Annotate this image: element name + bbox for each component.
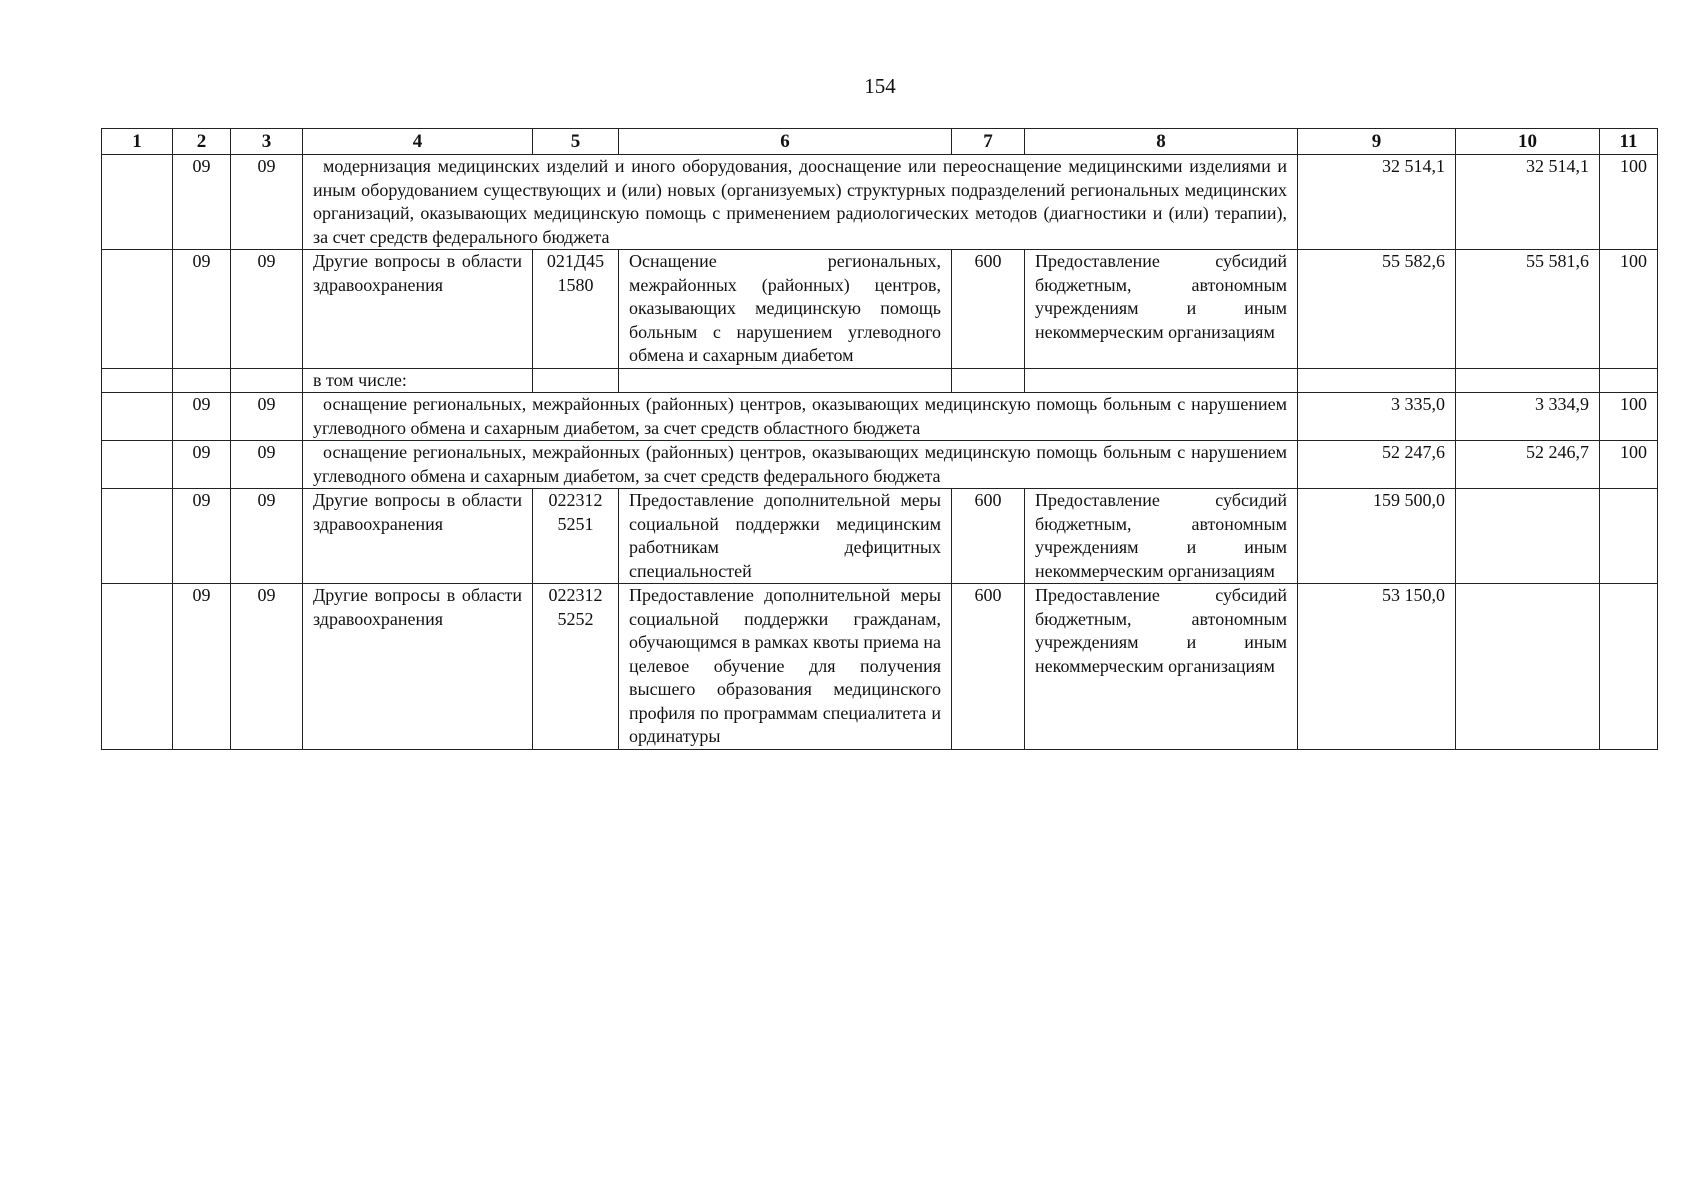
cell-description-merged: оснащение региональных, межрайонных (районных) центров, оказывающих медицинскую помощь больным с нарушением углеводного обмена и сахарным диабетом, за счет средств федерального бюджета xyxy=(303,441,1298,489)
header-cell: 3 xyxy=(231,129,303,155)
cell-subsection xyxy=(231,368,303,393)
cell-expense-name: Предоставление субсидий бюджетным, автономным учреждениям и иным некоммерческим организациям xyxy=(1025,250,1298,369)
cell-subsection: 09 xyxy=(231,441,303,489)
header-row xyxy=(102,129,1658,155)
cell-percent xyxy=(1600,368,1658,393)
budget-table xyxy=(101,128,1658,750)
cell-planned: 3 335,0 xyxy=(1298,393,1456,441)
cell-planned: 53 150,0 xyxy=(1298,584,1456,750)
cell-col1 xyxy=(102,441,173,489)
header-cell: 8 xyxy=(1025,129,1298,155)
cell-target-code xyxy=(533,368,619,393)
header-cell: 10 xyxy=(1456,129,1600,155)
cell-description-merged: оснащение региональных, межрайонных (районных) центров, оказывающих медицинскую помощь больным с нарушением углеводного обмена и сахарным диабетом, за счет средств областного бюджета xyxy=(303,393,1298,441)
table-row xyxy=(102,584,1658,750)
cell-executed xyxy=(1456,489,1600,584)
cell-section-name: Другие вопросы в области здравоохранения xyxy=(303,584,533,750)
cell-col1 xyxy=(102,393,173,441)
cell-section: 09 xyxy=(173,441,231,489)
header-cell: 9 xyxy=(1298,129,1456,155)
cell-target-name: Оснащение региональных, межрайонных (районных) центров, оказывающих медицинскую помощь больным с нарушением углеводного обмена и сахарным диабетом xyxy=(619,250,952,369)
cell-section: 09 xyxy=(173,489,231,584)
cell-executed xyxy=(1456,584,1600,750)
cell-expense-name: Предоставление субсидий бюджетным, автономным учреждениям и иным некоммерческим организациям xyxy=(1025,489,1298,584)
header-cell: 6 xyxy=(619,129,952,155)
table-row xyxy=(102,489,1658,584)
cell-section-name: Другие вопросы в области здравоохранения xyxy=(303,489,533,584)
cell-description-merged: модернизация медицинских изделий и иного оборудования, дооснащение или переоснащение медицинскими изделиями и иным оборудованием существующих и (или) новых (организуемых) структурных подразделений региональных медицинских организаций, оказывающих медицинскую помощь с применением радиологических методов (диагностики и (или) терапии), за счет средств федерального бюджета xyxy=(303,155,1298,250)
cell-section-name: в том числе: xyxy=(303,368,533,393)
cell-section xyxy=(173,368,231,393)
cell-col1 xyxy=(102,584,173,750)
cell-executed: 32 514,1 xyxy=(1456,155,1600,250)
cell-target-code: 022312 5251 xyxy=(533,489,619,584)
header-cell: 11 xyxy=(1600,129,1658,155)
cell-subsection: 09 xyxy=(231,155,303,250)
cell-expense-type: 600 xyxy=(952,584,1025,750)
table-row xyxy=(102,250,1658,369)
cell-col1 xyxy=(102,368,173,393)
header-cell: 5 xyxy=(533,129,619,155)
cell-expense-type: 600 xyxy=(952,250,1025,369)
header-cell: 7 xyxy=(952,129,1025,155)
page-number: 154 xyxy=(864,74,896,98)
cell-col1 xyxy=(102,489,173,584)
cell-section-name: Другие вопросы в области здравоохранения xyxy=(303,250,533,369)
cell-expense-name: Предоставление субсидий бюджетным, автономным учреждениям и иным некоммерческим организациям xyxy=(1025,584,1298,750)
cell-expense-type xyxy=(952,368,1025,393)
header-cell: 2 xyxy=(173,129,231,155)
cell-planned xyxy=(1298,368,1456,393)
cell-col1 xyxy=(102,155,173,250)
cell-section: 09 xyxy=(173,155,231,250)
cell-percent: 100 xyxy=(1600,393,1658,441)
cell-percent xyxy=(1600,584,1658,750)
cell-expense-type: 600 xyxy=(952,489,1025,584)
cell-expense-name xyxy=(1025,368,1298,393)
cell-section: 09 xyxy=(173,584,231,750)
header-cell: 4 xyxy=(303,129,533,155)
cell-executed xyxy=(1456,368,1600,393)
cell-target-name: Предоставление дополнительной меры социальной поддержки гражданам, обучающимся в рамках квоты приема на целевое обучение для получения высшего образования медицинского профиля по программам специалитета и ординатуры xyxy=(619,584,952,750)
cell-section: 09 xyxy=(173,250,231,369)
cell-percent: 100 xyxy=(1600,155,1658,250)
cell-target-code: 022312 5252 xyxy=(533,584,619,750)
cell-percent: 100 xyxy=(1600,441,1658,489)
table-row xyxy=(102,441,1658,489)
cell-executed: 3 334,9 xyxy=(1456,393,1600,441)
cell-percent xyxy=(1600,489,1658,584)
table-row xyxy=(102,155,1658,250)
cell-planned: 32 514,1 xyxy=(1298,155,1456,250)
table-row xyxy=(102,368,1658,393)
table-row xyxy=(102,393,1658,441)
cell-subsection: 09 xyxy=(231,250,303,369)
cell-executed: 52 246,7 xyxy=(1456,441,1600,489)
cell-subsection: 09 xyxy=(231,584,303,750)
cell-executed: 55 581,6 xyxy=(1456,250,1600,369)
cell-percent: 100 xyxy=(1600,250,1658,369)
cell-planned: 159 500,0 xyxy=(1298,489,1456,584)
cell-subsection: 09 xyxy=(231,489,303,584)
cell-section: 09 xyxy=(173,393,231,441)
header-cell: 1 xyxy=(102,129,173,155)
cell-col1 xyxy=(102,250,173,369)
cell-target-code: 021Д45 1580 xyxy=(533,250,619,369)
cell-subsection: 09 xyxy=(231,393,303,441)
cell-planned: 55 582,6 xyxy=(1298,250,1456,369)
cell-target-name: Предоставление дополнительной меры социальной поддержки медицинским работникам дефицитных специальностей xyxy=(619,489,952,584)
cell-planned: 52 247,6 xyxy=(1298,441,1456,489)
cell-target-name xyxy=(619,368,952,393)
